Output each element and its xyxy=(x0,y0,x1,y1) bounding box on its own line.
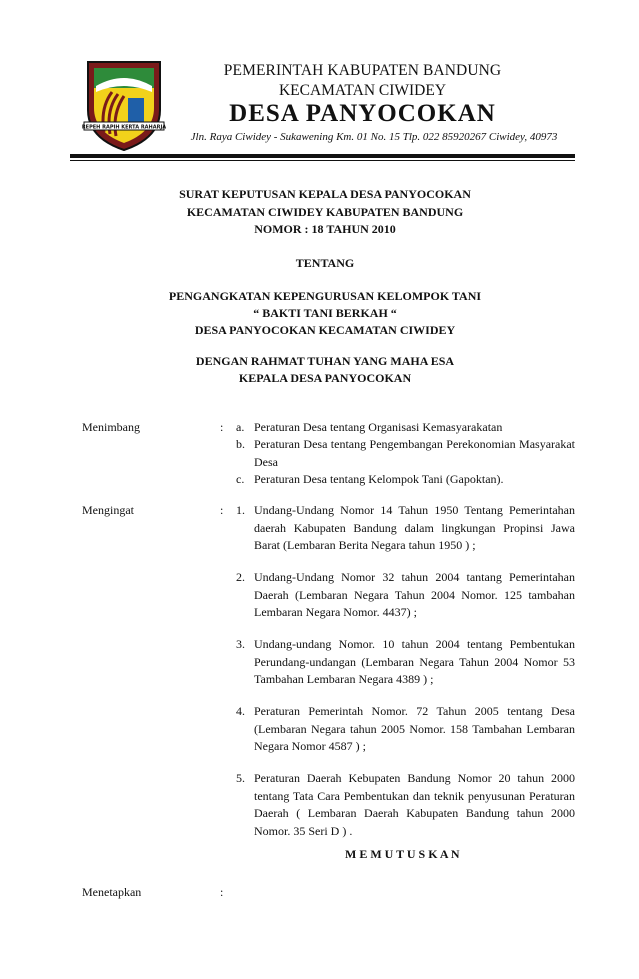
letterhead-address: Jln. Raya Ciwidey - Sukawening Km. 01 No. 15 Tlp. 022 85920267 Ciwidey, 40973 xyxy=(190,131,558,143)
menimbang-item-text: Peraturan Desa tentang Organisasi Kemasyarakatan xyxy=(254,420,503,434)
kabupaten-bandung-logo xyxy=(82,58,166,154)
decree-title-line1: SURAT KEPUTUSAN KEPALA DESA PANYOCOKAN xyxy=(179,187,471,201)
mengingat-item-mark: 1. xyxy=(236,503,245,517)
menimbang-item-mark: c. xyxy=(236,472,245,486)
mengingat-item-mark: 3. xyxy=(236,637,245,651)
mengingat-item-mark: 2. xyxy=(236,570,245,584)
menimbang-label: Menimbang xyxy=(82,420,140,434)
letterhead-divider-thin xyxy=(70,160,575,161)
menimbang-item-mark: b. xyxy=(236,437,245,451)
mengingat-item-text: Undang-undang Nomor. 10 tahun 2004 tentang Pembentukan Perundang-undangan (Lembaran Negara Tahun 2004 Nomor 53 Tambahan Lembaran Negara 4389 ) ; xyxy=(254,637,575,686)
letterhead-village: DESA PANYOCOKAN xyxy=(229,100,496,127)
mengingat-item-mark: 4. xyxy=(236,704,245,718)
mengingat-item-mark: 5. xyxy=(236,771,245,785)
decree-tentang: TENTANG xyxy=(295,256,355,270)
mengingat-item-text: Undang-Undang Nomor 32 tahun 2004 tantang Pemerintahan Daerah (Lembaran Negara Tahun 2004 Nomor. 125 tambahan Lembaran Negara Nomor. 4437) ; xyxy=(254,570,575,619)
decree-subject-line3: DESA PANYOCOKAN KECAMATAN CIWIDEY xyxy=(194,323,456,337)
menimbang-item-mark: a. xyxy=(236,420,245,434)
decree-subject-line1: PENGANGKATAN KEPENGURUSAN KELOMPOK TANI xyxy=(168,289,482,303)
decree-title-line2: KECAMATAN CIWIDEY KABUPATEN BANDUNG xyxy=(186,205,464,219)
menetapkan-colon: : xyxy=(220,885,224,899)
mengingat-label: Mengingat xyxy=(82,503,134,517)
menimbang-item-text: Peraturan Desa tentang Kelompok Tani (Gapoktan). xyxy=(254,472,504,486)
decree-subject-line2: “ BAKTI TANI BERKAH “ xyxy=(253,306,397,320)
menimbang-colon: : xyxy=(220,420,224,434)
mengingat-colon: : xyxy=(220,503,224,517)
mengingat-item-text: Undang-Undang Nomor 14 Tahun 1950 Tentang Pemerintahan daerah Kabupaten Bandung dalam lingkungan Propinsi Jawa Barat (Lembaran Berita Negara tahun 1950 ) ; xyxy=(254,503,575,552)
letterhead-district: KECAMATAN CIWIDEY xyxy=(278,82,447,99)
decree-number: NOMOR : 18 TAHUN 2010 xyxy=(254,222,396,236)
decree-rahmat-line1: DENGAN RAHMAT TUHAN YANG MAHA ESA xyxy=(195,354,455,368)
letterhead-divider-thick xyxy=(70,154,575,158)
logo-motto: REPEH RAPIH KERTA RAHARJA xyxy=(82,124,166,131)
mengingat-item-text: Peraturan Daerah Kebupaten Bandung Nomor 20 tahun 2000 tentang Tata Cara Pembentukan dan teknik penyusunan Peraturan Daerah ( Lembaran Daerah Kabupaten Bandung tahun 2000 Nomor. 35 Seri D ) . xyxy=(254,771,575,838)
mengingat-item-text: Peraturan Pemerintah Nomor. 72 Tahun 2005 tentang Desa (Lembaran Negara tahun 2005 Nomor. 158 Tambahan Lembaran Negara Nomor 4587 ) ; xyxy=(254,704,575,753)
memutuskan-heading: M E M U T U S K A N xyxy=(345,847,460,861)
menimbang-item-text: Peraturan Desa tentang Pengembangan Perekonomian Masyarakat Desa xyxy=(254,437,575,469)
letterhead-government: PEMERINTAH KABUPATEN BANDUNG xyxy=(223,62,502,79)
decree-rahmat-line2: KEPALA DESA PANYOCOKAN xyxy=(238,371,412,385)
menetapkan-label: Menetapkan xyxy=(82,885,142,899)
